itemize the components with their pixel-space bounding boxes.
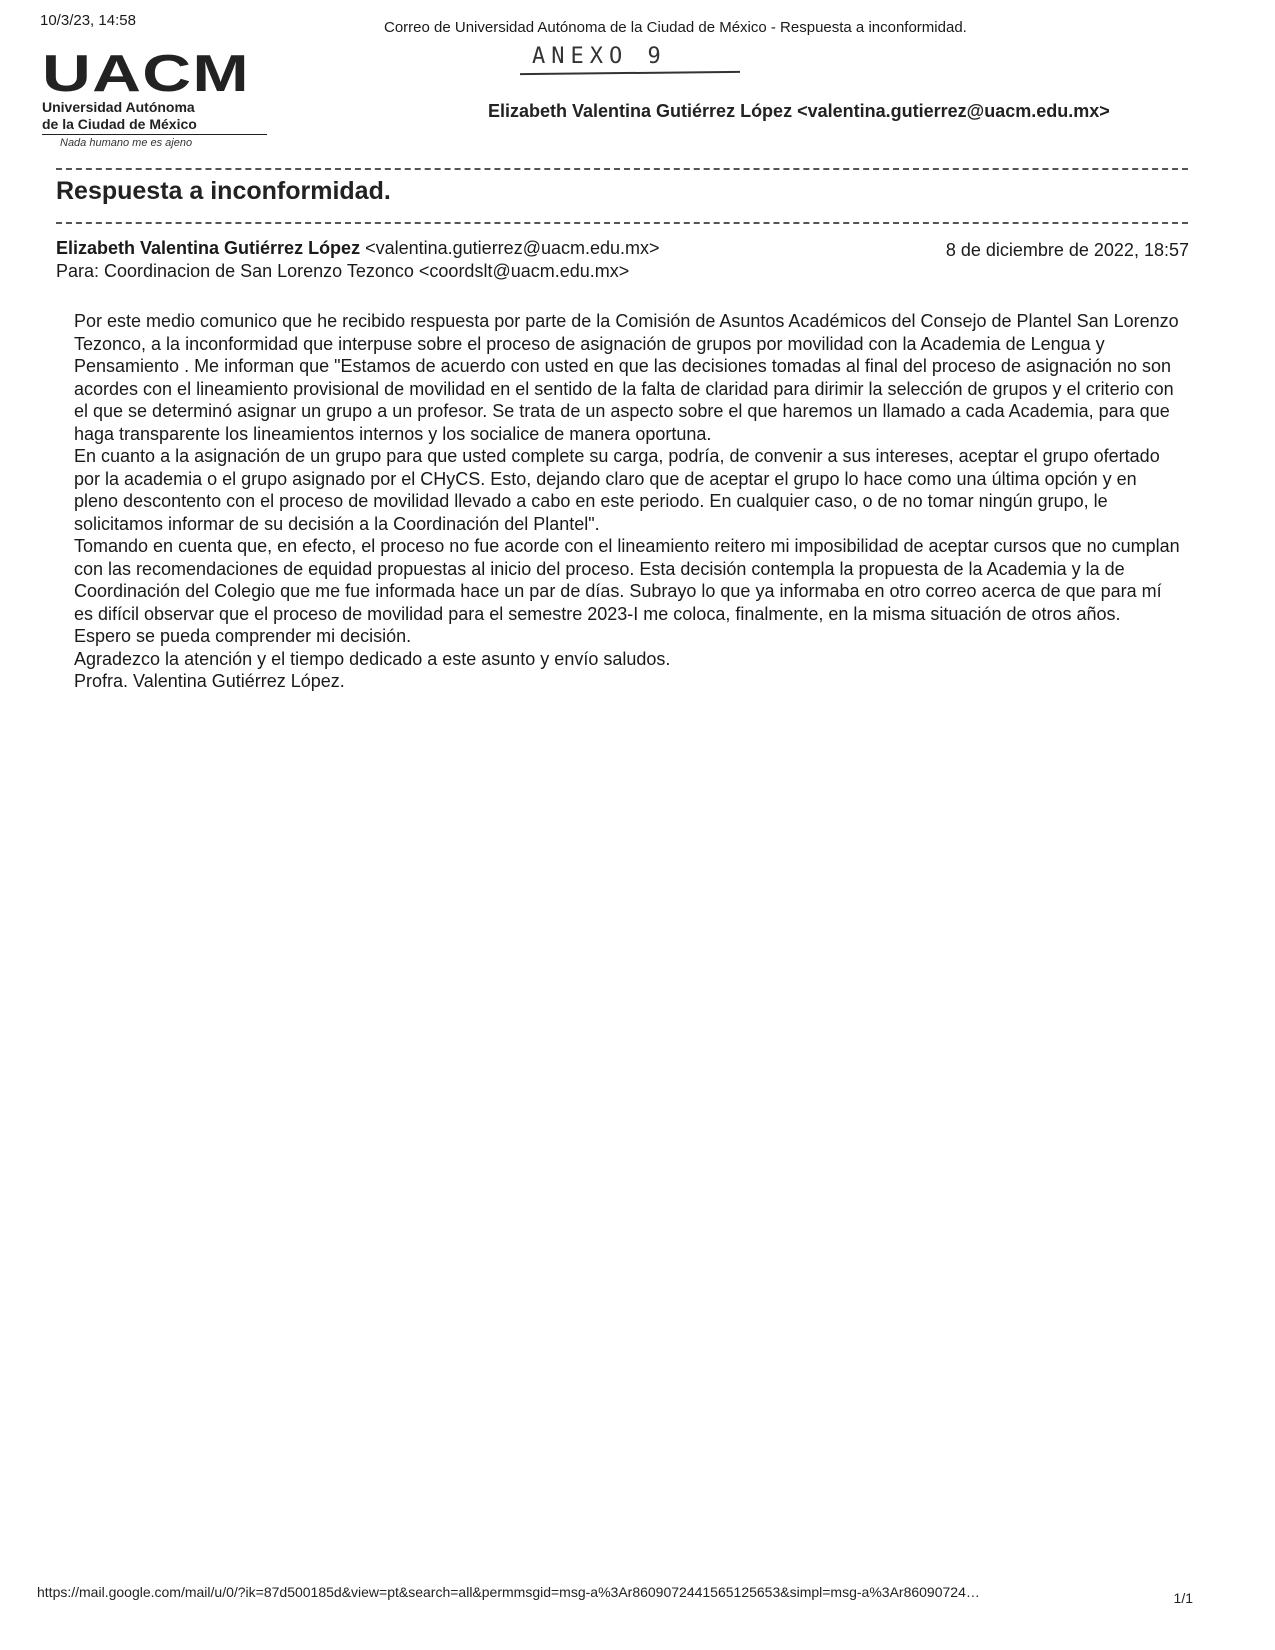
logo-wordmark: UACM [42,45,250,103]
print-page-number: 1/1 [1173,1590,1193,1606]
body-paragraph: Agradezco la atención y el tiempo dedicado a este asunto y envío saludos. [74,648,671,669]
message-date: 8 de diciembre de 2022, 18:57 [945,240,1189,260]
logo-divider [42,134,267,135]
account-header [488,101,1110,122]
sender-email: <valentina.gutierrez@uacm.edu.mx> [365,238,660,258]
print-page-title: Correo de Universidad Autónoma de la Ciudad de México - Respuesta a inconformidad. [384,19,967,36]
body-paragraph: En cuanto a la asignación de un grupo para que usted complete su carga, podría, de convenir a sus intereses, aceptar el grupo ofertado por la academia o el grupo asignado por el CHyCS. Esto, dejando claro que de aceptar el grupo lo hace como una última opción y en pleno descontento con el proceso de movilidad llevado a cabo en este periodo. En cualquier caso, o de no tomar ningún grupo, le solicitamos informar de su decisión a la Coordinación del Plantel". [74,446,1160,534]
account-name: Elizabeth Valentina Gutiérrez López [488,101,793,121]
sender-name: Elizabeth Valentina Gutiérrez López [56,238,361,258]
divider-top [56,168,1188,170]
message-body [74,310,1182,693]
message-subject: Respuesta a inconformidad. [56,177,391,205]
account-email: <valentina.gutierrez@uacm.edu.mx> [797,101,1110,121]
message-to: Para: Coordinacion de San Lorenzo Tezonco <coordslt@uacm.edu.mx> [56,261,630,281]
body-signature: Profra. Valentina Gutiérrez López. [74,671,345,691]
divider-subject [56,222,1188,224]
logo-line-2: de la Ciudad de México [42,116,197,132]
print-footer-url: https://mail.google.com/mail/u/0/?ik=87d500185d&view=pt&search=all&permmsgid=msg-a%3Ar8609072441565125653&simpl=msg-a%3Ar86090724… [37,1584,980,1600]
body-paragraph: Por este medio comunico que he recibido respuesta por parte de la Comisión de Asuntos Académicos del Consejo de Plantel San Lorenzo Tezonco, a la inconformidad que interpuse sobre el proceso de asignación de grupos por movilidad con la Academia de Lengua y Pensamiento . Me informan que "Estamos de acuerdo con usted en que las decisiones tomadas al final del proceso de asignación no son acordes con el lineamiento provisional de movilidad en el sentido de la falta de claridad para dirimir la selección de grupos y el criterio con el que se determinó asignar un grupo a un profesor. Se trata de un aspecto sobre el que haremos un llamado a cada Academia, para que haga transparente los lineamientos internos y los socialice de manera oportuna. [74,311,1179,444]
logo-motto: Nada humano me es ajeno [60,137,193,149]
handwritten-annex-label: ANEXO 9 [532,44,667,69]
logo-line-1: Universidad Autónoma [42,99,195,115]
print-datetime: 10/3/23, 14:58 [40,12,136,29]
annex-underline [520,71,740,75]
uacm-logo [42,45,282,149]
message-from [56,238,660,259]
body-paragraph: Tomando en cuenta que, en efecto, el proceso no fue acorde con el lineamiento reitero mi imposibilidad de aceptar cursos que no cumplan con las recomendaciones de equidad propuestas al inicio del proceso. Esta decisión contempla la propuesta de la Academia y la de Coordinación del Colegio que me fue informada hace un par de días. Subrayo lo que ya informaba en otro correo acerca de que para mí es difícil observar que el proceso de movilidad para el semestre 2023-I me coloca, finalmente, en la misma situación de otros años. Espero se pueda comprender mi decisión. [74,536,1180,646]
